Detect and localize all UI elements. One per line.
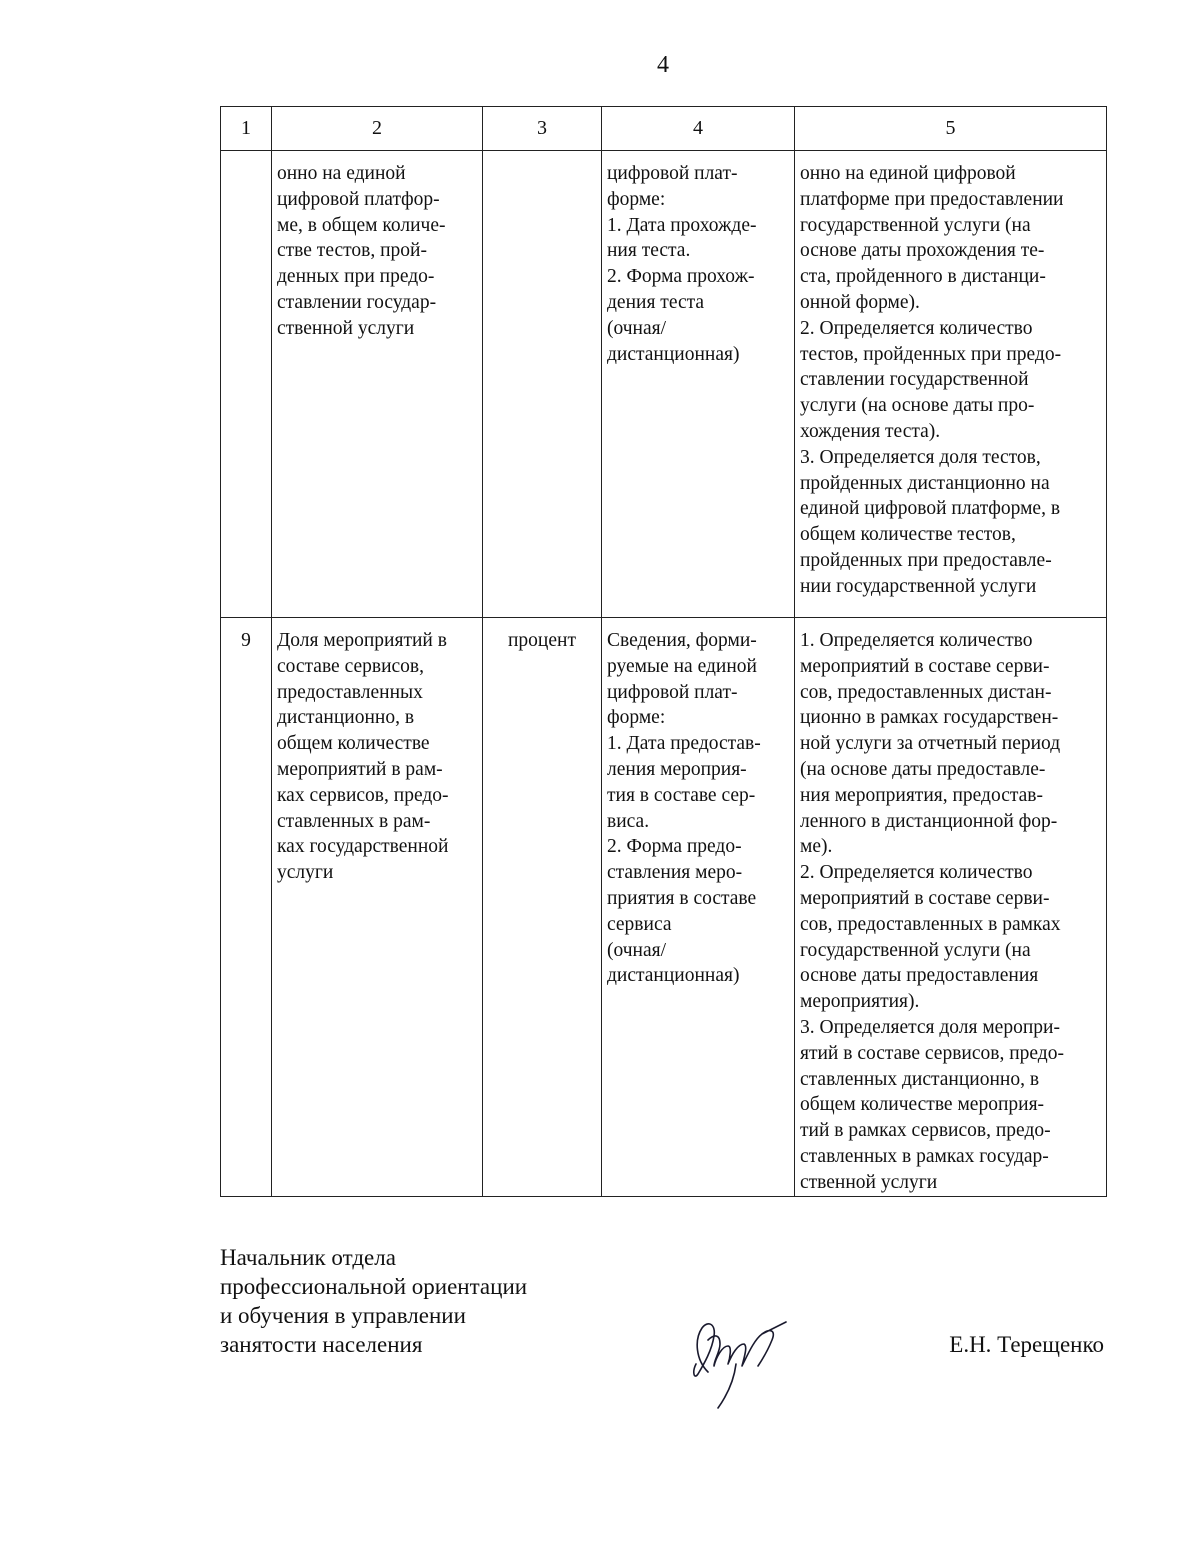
indicator-name-cell: онно на единой цифровой платфор- ме, в общем количе- стве тестов, прой- денных при предо- ставлении государ- ственной услуги	[272, 151, 483, 618]
signer-name: Е.Н. Терещенко	[949, 1332, 1104, 1357]
header-cell: 4	[602, 107, 795, 151]
calculation-method-cell: 1. Определяется количество мероприятий в составе серви- сов, предоставленных дистан- ционно в рамках государствен- ной услуги за отчетный период (на основе даты предоставле- ния мероприятия, предостав- ленного в дистанционной фор- ме). 2. Определяется количество мероприятий в составе серви- сов, предоставленных в рамках государственной услуги (на основе даты предоставления мероприятия). 3. Определяется доля меропри- ятий в составе сервисов, предо- ставленных дистанционно, в общем количестве мероприя- тий в рамках сервисов, предо- ставленных в рамках государ- ственной услуги	[795, 618, 1107, 1197]
table-row	[221, 618, 1107, 1197]
row-number-cell: 9	[221, 618, 272, 1197]
header-cell: 1	[221, 107, 272, 151]
indicator-name-cell: Доля мероприятий в составе сервисов, предоставленных дистанционно, в общем количестве мероприятий в рам- ках сервисов, предо- ставленных в рам- ках государственной услуги	[272, 618, 483, 1197]
indicator-table	[220, 106, 1107, 1197]
page-number: 4	[657, 52, 669, 78]
source-data-cell: цифровой плат- форме: 1. Дата прохожде- ния теста. 2. Форма прохож- дения теста (очная/ дистанционная)	[602, 151, 795, 618]
source-data-cell: Сведения, форми- руемые на единой цифровой плат- форме: 1. Дата предостав- ления мероприя- тия в составе сер- виса. 2. Форма предо- ставления меро- приятия в составе сервиса (очная/ дистанционная)	[602, 618, 795, 1197]
row-number-cell	[221, 151, 272, 618]
calculation-method-cell: онно на единой цифровой платформе при предоставлении государственной услуги (на основе даты прохождения те- ста, пройденного в дистанци- онной форме). 2. Определяется количество тестов, пройденных при предо- ставлении государственной услуги (на основе даты про- хождения теста). 3. Определяется доля тестов, пройденных дистанционно на единой цифровой платформе, в общем количестве тестов, пройденных при предоставле- нии государственной услуги	[795, 151, 1107, 618]
header-cell: 3	[483, 107, 602, 151]
signer-position: Начальник отдела профессиональной ориентации и обучения в управлении занятости населения	[220, 1245, 528, 1357]
unit-cell	[483, 151, 602, 618]
unit-cell: процент	[483, 618, 602, 1197]
table-header-row	[221, 107, 1107, 151]
header-cell: 2	[272, 107, 483, 151]
header-cell: 5	[795, 107, 1107, 151]
table-row	[221, 151, 1107, 618]
handwritten-signature-icon	[678, 1300, 798, 1412]
